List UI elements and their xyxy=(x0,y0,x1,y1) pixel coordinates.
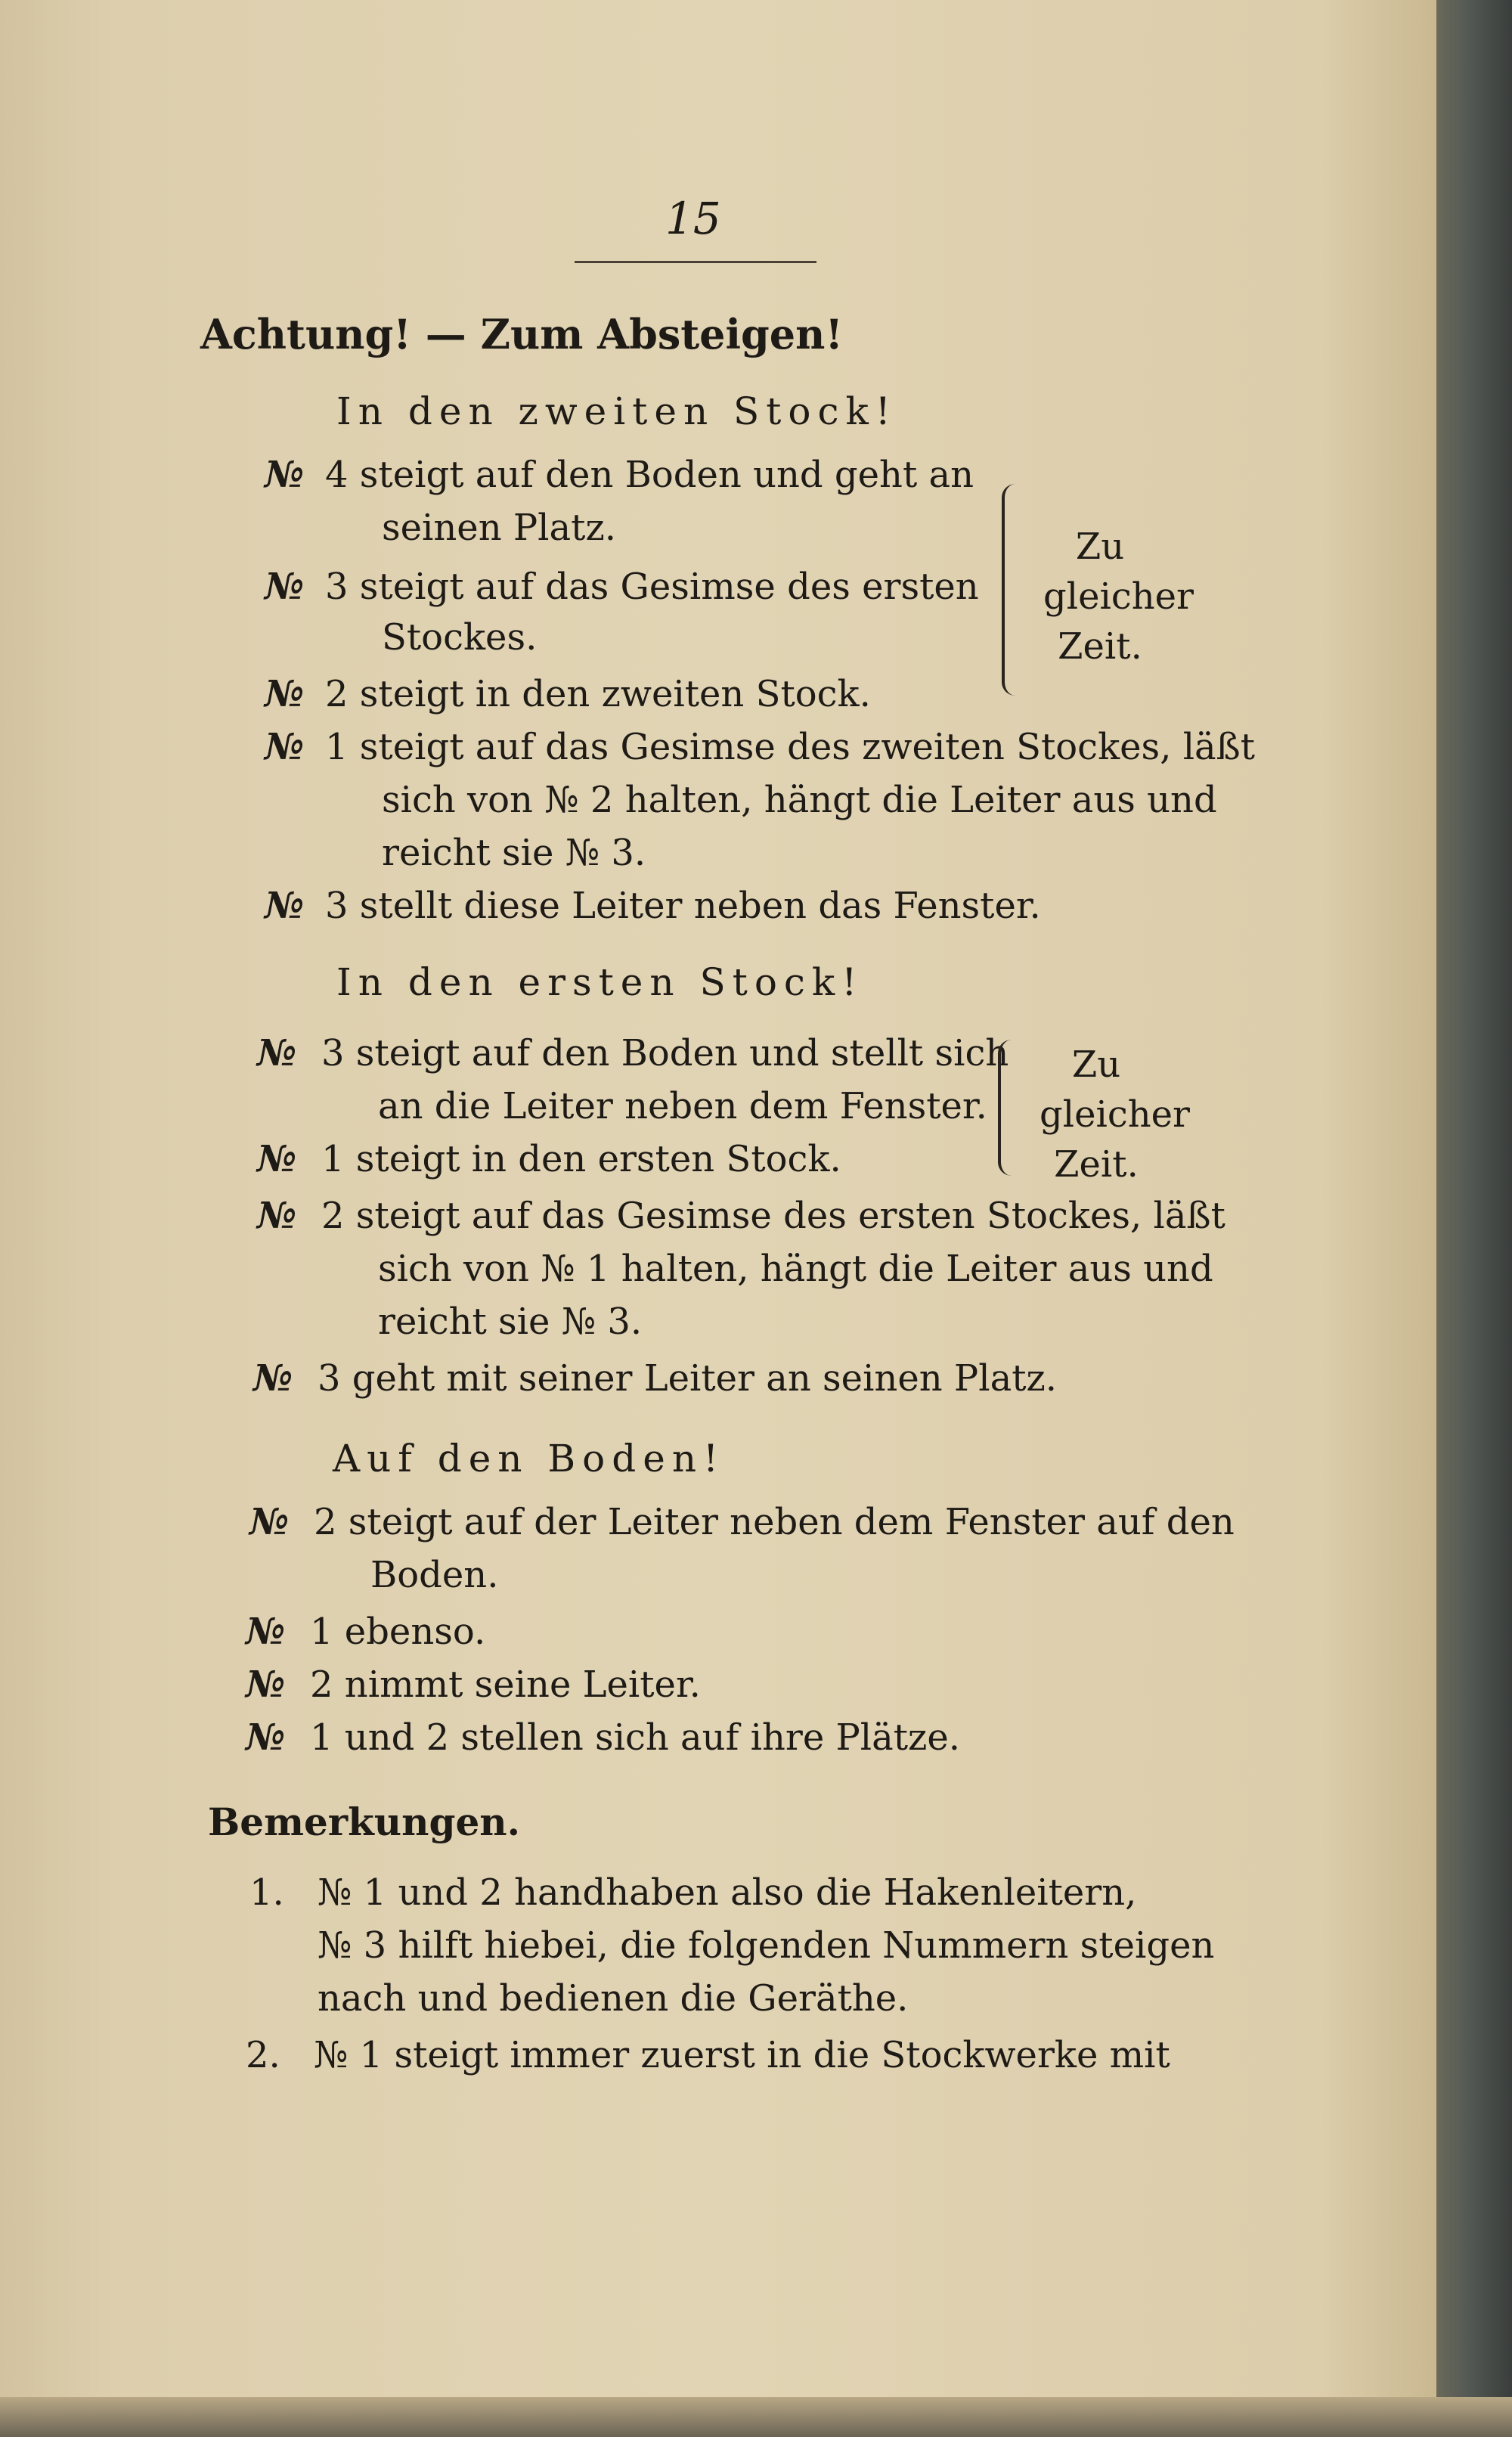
page-bottom-edge xyxy=(0,2397,1512,2437)
text-line: 2 steigt auf der Leiter neben dem Fenster auf den xyxy=(314,1501,1235,1543)
number-sign: № xyxy=(265,454,305,496)
remark-number: 1. xyxy=(249,1871,284,1914)
text-line: 2 nimmt seine Leiter. xyxy=(310,1663,701,1706)
number-sign: № xyxy=(249,1501,290,1543)
text-line: 1 steigt in den ersten Stock. xyxy=(321,1138,841,1180)
remark-line: nach und bedienen die Geräthe. xyxy=(318,1977,909,2020)
brace xyxy=(998,1040,1016,1176)
subheading-first-floor: In den ersten Stock! xyxy=(336,960,864,1004)
text-line: 3 steigt auf den Boden und stellt sich xyxy=(321,1032,1009,1074)
side-note-word: gleicher xyxy=(1040,1093,1190,1136)
number-sign: № xyxy=(257,1138,297,1180)
brace xyxy=(1002,484,1020,696)
text-line: Boden. xyxy=(370,1554,499,1596)
side-note-simultaneous xyxy=(1043,522,1194,671)
header-rule xyxy=(575,261,816,263)
remark-line: № 3 hilft hiebei, die folgenden Nummern steigen xyxy=(318,1924,1215,1967)
text-line: 1 ebenso. xyxy=(310,1611,486,1653)
text-line: 2 steigt in den zweiten Stock. xyxy=(325,673,871,715)
text-line: reicht sie № 3. xyxy=(382,832,646,874)
book-spine xyxy=(1436,0,1512,2437)
text-line: 3 steigt auf das Gesimse des ersten xyxy=(325,566,979,608)
remark-number: 2. xyxy=(246,2034,280,2076)
subheading-second-floor: In den zweiten Stock! xyxy=(336,389,897,433)
number-sign: № xyxy=(257,1195,297,1237)
number-sign: № xyxy=(246,1663,286,1706)
side-note-word: Zu xyxy=(1071,1043,1121,1086)
remark-line: № 1 und 2 handhaben also die Hakenleitern, xyxy=(318,1871,1137,1914)
text-line: Stockes. xyxy=(382,616,538,659)
side-note-simultaneous xyxy=(1040,1040,1190,1189)
text-line: 4 steigt auf den Boden und geht an xyxy=(325,454,974,496)
text-line: an die Leiter neben dem Fenster. xyxy=(378,1085,987,1127)
section-heading: Achtung! — Zum Absteigen! xyxy=(200,310,844,358)
page-number: 15 xyxy=(665,193,721,244)
number-sign: № xyxy=(246,1611,286,1653)
text-line: sich von № 2 halten, hängt die Leiter aus und xyxy=(382,779,1217,821)
text-line: seinen Platz. xyxy=(382,507,616,549)
number-sign: № xyxy=(253,1357,293,1400)
text-line: 1 und 2 stellen sich auf ihre Plätze. xyxy=(310,1716,960,1759)
side-note-word: gleicher xyxy=(1043,575,1194,618)
remark-line: № 1 steigt immer zuerst in die Stockwerke mit xyxy=(314,2034,1170,2076)
text-line: reicht sie № 3. xyxy=(378,1301,643,1343)
text-line: 3 geht mit seiner Leiter an seinen Platz. xyxy=(318,1357,1058,1400)
number-sign: № xyxy=(257,1032,297,1074)
number-sign: № xyxy=(246,1716,286,1759)
text-line: 3 stellt diese Leiter neben das Fenster. xyxy=(325,885,1041,927)
text-line: 2 steigt auf das Gesimse des ersten Stockes, läßt xyxy=(321,1195,1225,1237)
side-note-word: Zeit. xyxy=(1058,625,1142,668)
number-sign: № xyxy=(265,566,305,608)
remarks-heading: Bemerkungen. xyxy=(208,1800,521,1844)
number-sign: № xyxy=(265,673,305,715)
number-sign: № xyxy=(265,885,305,927)
side-note-word: Zeit. xyxy=(1054,1143,1139,1186)
text-line: 1 steigt auf das Gesimse des zweiten Stockes, läßt xyxy=(325,726,1256,768)
number-sign: № xyxy=(265,726,305,768)
text-line: sich von № 1 halten, hängt die Leiter aus und xyxy=(378,1248,1213,1290)
subheading-ground: Auf den Boden! xyxy=(333,1437,726,1480)
side-note-word: Zu xyxy=(1075,526,1125,568)
